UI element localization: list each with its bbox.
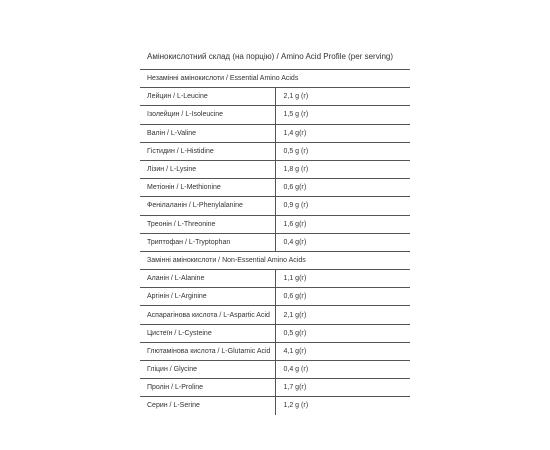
amino-acid-amount: 0,6 g(г) [275,288,410,306]
amino-acid-amount: 2,1 g (г) [275,88,410,106]
amino-acid-name: Серин / L-Serine [147,402,200,410]
amino-acid-amount: 0,4 g(г) [275,233,410,251]
table-row [140,270,410,288]
amino-acid-name: Лізин / L-Lysine [140,160,275,178]
table-row [140,397,410,415]
section-heading: Замінні амінокислоти / Non-Essential Amino Acids [140,251,410,269]
amino-acid-amount: 0,5 g (г) [275,142,410,160]
amino-acid-amount: 4,1 g(г) [275,342,410,360]
amino-acid-name: Цистеїн / L-Cysteine [140,324,275,342]
amino-acid-name: Гліцин / Glycine [140,361,275,379]
amino-acid-amount: 2,1 g(г) [275,306,410,324]
amino-acid-name: Валін / L-Valine [140,124,275,142]
amino-acid-name: Гістидин / L-Histidine [140,142,275,160]
amino-acid-table [140,45,410,415]
amino-acid-amount: 0,6 g(г) [275,179,410,197]
amino-acid-grid [140,70,410,415]
table-row [140,215,410,233]
amino-acid-name: Ізолейцин / L-Isoleucine [140,106,275,124]
table-row [140,179,410,197]
table-row [140,288,410,306]
section-heading-row [140,251,410,269]
amino-acid-name: Аланін / L-Alanine [140,270,275,288]
table-row [140,124,410,142]
amino-acid-name: Треонін / L-Threonine [140,215,275,233]
table-row [140,361,410,379]
amino-acid-name: Фенілаланін / L-Phenylalanine [140,197,275,215]
section-heading: Незамінні амінокислоти / Essential Amino Acids [140,70,410,88]
table-row [140,342,410,360]
table-row [140,142,410,160]
amino-acid-amount: 1,7 g(г) [275,379,410,397]
amino-acid-name: Аспарагінова кислота / L-Aspartic Acid [140,306,275,324]
amino-acid-amount: 1,4 g(г) [275,124,410,142]
table-row [140,306,410,324]
table-row [140,197,410,215]
amino-acid-name: Пролін / L-Proline [140,379,275,397]
table-row [140,160,410,178]
amino-acid-amount: 0,9 g (г) [275,197,410,215]
section-heading-row [140,70,410,88]
amino-acid-name: Лейцин / L-Leucine [140,88,275,106]
amino-acid-name: Аргінін / L-Arginine [140,288,275,306]
amino-acid-name: Метіонін / L-Methionine [140,179,275,197]
amino-acid-name: Триптофан / L-Tryptophan [140,233,275,251]
table-row [140,324,410,342]
table-row [140,88,410,106]
amino-acid-amount: 1,6 g(г) [275,215,410,233]
amino-acid-amount: 1,2 g (г) [275,397,410,415]
table-row [140,233,410,251]
table-body [140,70,410,415]
amino-acid-amount: 0,4 g (г) [275,361,410,379]
amino-acid-name: Глютамінова кислота / L-Glutamic Acid [140,342,275,360]
table-title: Амінокислотний склад (на порцію) / Amino Acid Profile (per serving) [140,45,410,70]
table-row [140,106,410,124]
amino-acid-amount: 1,1 g(г) [275,270,410,288]
amino-acid-amount: 1,5 g (г) [275,106,410,124]
amino-acid-amount: 1,8 g (г) [275,160,410,178]
table-row [140,379,410,397]
amino-acid-amount: 0,5 g(г) [275,324,410,342]
